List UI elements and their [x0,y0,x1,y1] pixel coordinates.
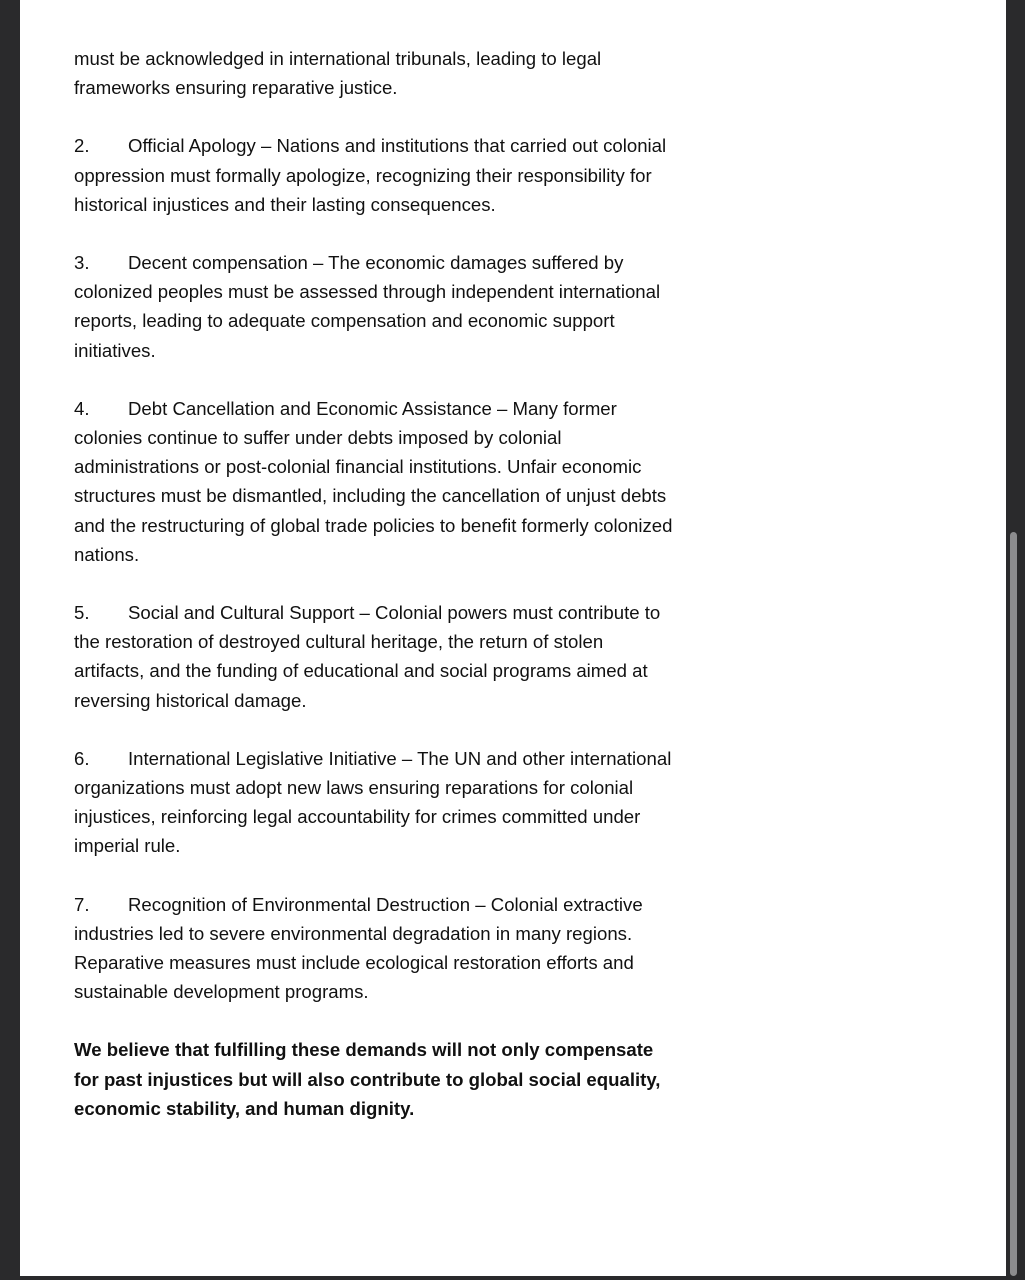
document-page [20,0,1006,1276]
intro-paragraph: must be acknowledged in international tribunals, leading to legal frameworks ensuring reparative justice. [74,48,602,99]
paragraph-gap [74,365,674,394]
list-item-number: 7. [74,893,90,915]
list-item-5 [74,598,674,715]
paragraph-gap [74,1006,674,1035]
list-item-number: 4. [74,397,90,419]
paragraph-gap [74,219,674,248]
list-item-3 [74,248,674,365]
scrollbar-thumb[interactable] [1010,532,1017,1276]
list-item-text: Official Apology – Nations and institutions that carried out colonial oppression must formally apologize, recognizing their responsibility for historical injustices and their lasting consequences. [74,135,667,215]
list-item-text: Social and Cultural Support – Colonial powers must contribute to the restoration of destroyed cultural heritage, the return of stolen artifacts, and the funding of educational and social programs aimed at reversing historical damage. [74,602,661,711]
list-item-text: Debt Cancellation and Economic Assistance – Many former colonies continue to suffer under debts imposed by colonial administrations or post-colonial financial institutions. Unfair economic structures must be dismantled, including the cancellation of unjust debts and the restructuring of global trade policies to benefit formerly colonized nations. [74,397,673,565]
paragraph-gap [74,102,674,131]
closing-statement: We believe that fulfilling these demands will not only compensate for past injustices but will also contribute to global social equality, economic stability, and human dignity. [74,1039,661,1119]
paragraph-gap [74,569,674,598]
list-item-number: 2. [74,135,90,157]
document-body [74,44,674,1123]
list-item-4 [74,394,674,569]
list-item-2 [74,131,674,219]
paragraph-gap [74,715,674,744]
list-item-number: 6. [74,747,90,769]
list-item-text: International Legislative Initiative – The UN and other international organizations must adopt new laws ensuring reparations for colonial injustices, reinforcing legal accountability for crimes committed under imperial rule. [74,747,672,857]
list-item-6 [74,744,674,861]
list-item-number: 3. [74,252,90,274]
list-item-number: 5. [74,602,90,624]
list-item-7 [74,890,674,1007]
list-item-text: Recognition of Environmental Destruction – Colonial extractive industries led to severe environmental degradation in many regions. Reparative measures must include ecological restoration efforts and sustainable development programs. [74,893,643,1003]
list-item-text: Decent compensation – The economic damages suffered by colonized peoples must be assessed through independent international reports, leading to adequate compensation and economic support initiatives. [74,252,661,361]
paragraph-gap [74,861,674,890]
